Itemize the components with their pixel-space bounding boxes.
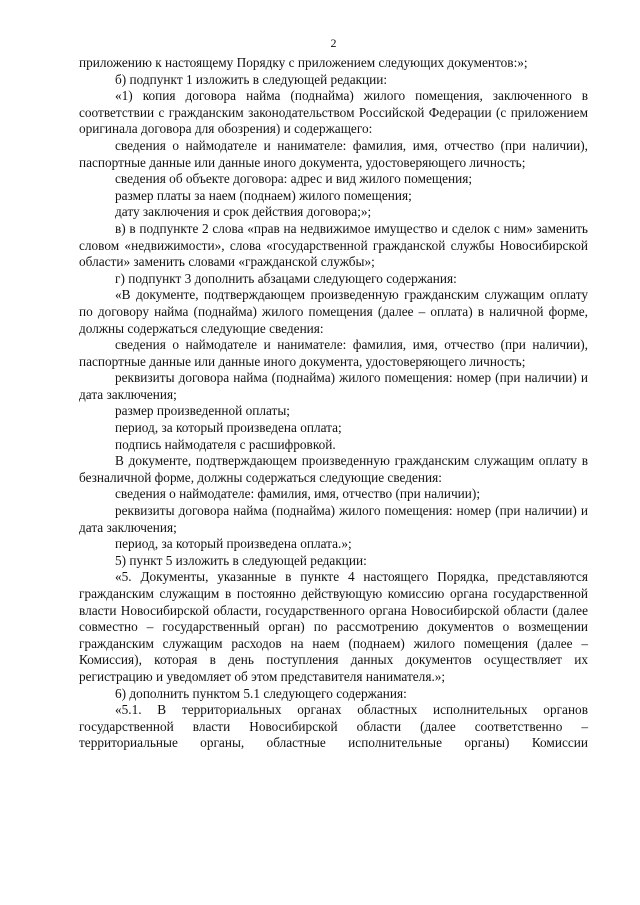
paragraph: б) подпункт 1 изложить в следующей редакции: bbox=[115, 71, 388, 87]
paragraph: «В документе, подтверждающем произведенную гражданским служащим оплату по договору найма (поднайма) жилого помещения (далее – оплата) в наличной форме, должны содержаться следующие сведения: bbox=[79, 287, 588, 336]
paragraph: 5) пункт 5 изложить в следующей редакции: bbox=[115, 552, 367, 568]
paragraph: сведения о наймодателе и нанимателе: фамилия, имя, отчество (при наличии), паспортные данные или данные иного документа, удостоверяющего личность; bbox=[79, 337, 588, 369]
paragraph: реквизиты договора найма (поднайма) жилого помещения: номер (при наличии) и дата заключения; bbox=[79, 370, 588, 402]
paragraph: сведения о наймодателе: фамилия, имя, отчество (при наличии); bbox=[115, 486, 481, 502]
paragraph: размер платы за наем (поднаем) жилого помещения; bbox=[115, 187, 412, 203]
paragraph: «5. Документы, указанные в пункте 4 настоящего Порядка, представляются гражданским служащим в постоянно действующую комиссию органа государственной власти Новосибирской области, государственного органа Новосибирской области (далее совместно – государственный орган) по рассмотрению документов о возмещении гражданским служащим расходов на наем (поднаем) жилого помещения (далее – Комиссия), которая в день поступления данных документов осуществляет их регистрацию и уведомляет об этом представителя нанимателя.»; bbox=[79, 569, 588, 684]
paragraph: «5.1. В территориальных органах областных исполнительных органов государственной власти Новосибирской области (далее соответственно – территориальные органы, областные исполнительные органы) Комиссии bbox=[79, 702, 588, 751]
paragraph: «1) копия договора найма (поднайма) жилого помещения, заключенного в соответствии с гражданским законодательством Российской Федерации (с приложением оригинала договора для обозрения) и содержащего: bbox=[79, 88, 588, 137]
paragraph: период, за который произведена оплата; bbox=[115, 420, 342, 436]
page-number: 2 bbox=[330, 36, 337, 50]
paragraph: размер произведенной оплаты; bbox=[115, 403, 290, 419]
paragraph: дату заключения и срок действия договора;»; bbox=[115, 204, 372, 220]
paragraph: 6) дополнить пунктом 5.1 следующего содержания: bbox=[115, 685, 407, 701]
paragraph: сведения об объекте договора: адрес и вид жилого помещения; bbox=[115, 171, 473, 187]
paragraph: в) в подпункте 2 слова «прав на недвижимое имущество и сделок с ним» заменить словом «недвижимости», слова «государственной гражданской службы Новосибирской области» заменить словами «гражданской службы»; bbox=[79, 220, 588, 270]
paragraph: сведения о наймодателе и нанимателе: фамилия, имя, отчество (при наличии), паспортные данные или данные иного документа, удостоверяющего личность; bbox=[79, 137, 588, 170]
document-body bbox=[79, 55, 588, 752]
paragraph: период, за который произведена оплата.»; bbox=[115, 536, 352, 552]
paragraph: г) подпункт 3 дополнить абзацами следующего содержания: bbox=[115, 270, 457, 286]
paragraph: В документе, подтверждающем произведенную гражданским служащим оплату в безналичной форме, должны содержаться следующие сведения: bbox=[79, 453, 588, 485]
paragraph: реквизиты договора найма (поднайма) жилого помещения: номер (при наличии) и дата заключения; bbox=[79, 503, 588, 535]
paragraph: подпись наймодателя с расшифровкой. bbox=[115, 436, 336, 452]
paragraph: приложению к настоящему Порядку с приложением следующих документов:»; bbox=[79, 55, 528, 70]
